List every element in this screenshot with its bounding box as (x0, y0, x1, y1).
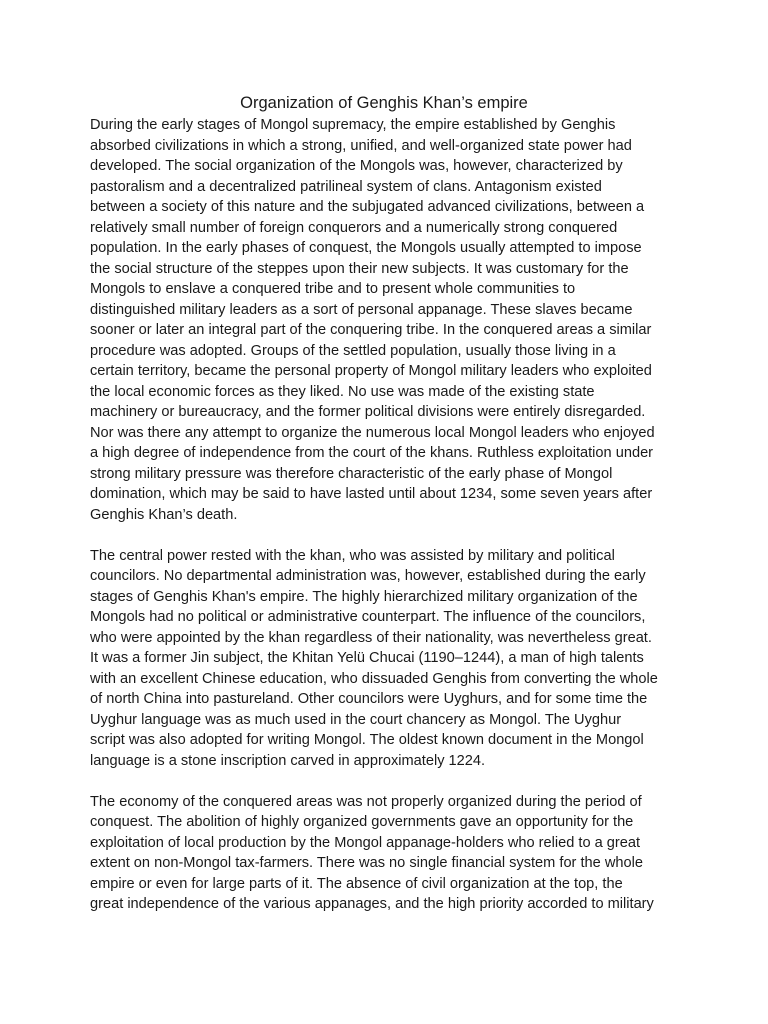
text-line: certain territory, became the personal property of Mongol military leaders who exploited (90, 363, 652, 379)
text-line: developed. The social organization of the Mongols was, however, characterized by (90, 158, 623, 174)
text-line: absorbed civilizations in which a strong, unified, and well-organized state power had (90, 137, 632, 154)
text-line: with an excellent Chinese education, who dissuaded Genghis from converting the whole (90, 670, 658, 687)
paragraph-spacer (90, 771, 690, 792)
text-line: The central power rested with the khan, who was assisted by military and political (90, 547, 615, 564)
text-line: domination, which may be said to have lasted until about 1234, some seven years after (90, 486, 653, 502)
text-line: who were appointed by the khan regardless of their nationality, was nevertheless great. (90, 629, 652, 646)
text-line: language is a stone inscription carved in approximately 1224. (90, 752, 486, 769)
text-line: extent on non-Mongol tax-farmers. There was no single financial system for the whole (90, 855, 643, 871)
document-title: Organization of Genghis Khan’s empire (240, 94, 528, 112)
text-line: empire or even for large parts of it. The absence of civil organization at the top, the (90, 875, 623, 892)
text-line: script was also adopted for writing Mongol. The oldest known document in the Mongol (90, 732, 644, 748)
text-line: procedure was adopted. Groups of the settled population, usually those living in a (90, 342, 616, 359)
paragraph-spacer (90, 525, 690, 546)
text-line: distinguished military leaders as a sort of personal appanage. These slaves became (90, 301, 633, 318)
text-line: During the early stages of Mongol supremacy, the empire established by Genghis (90, 117, 616, 133)
text-line: the social structure of the steppes upon their new subjects. It was customary for the (90, 260, 629, 277)
text-line: Mongols to enslave a conquered tribe and to present whole communities to (90, 281, 576, 297)
text-line: population. In the early phases of conquest, the Mongols usually attempted to impose (90, 240, 642, 256)
text-line: the local economic forces as they liked. No use was made of the existing state (90, 383, 595, 400)
text-line: Uyghur language was as much used in the court chancery as Mongol. The Uyghur (90, 711, 622, 728)
document-body (90, 115, 690, 915)
text-line: machinery or bureaucracy, and the former political divisions were entirely disregarded. (90, 404, 646, 420)
text-line: councilors. No departmental administration was, however, established during the early (90, 568, 646, 584)
paragraph-2 (90, 546, 690, 772)
text-line: It was a former Jin subject, the Khitan Yelü Chucai (1190–1244), a man of high talents (90, 650, 644, 666)
text-line: stages of Genghis Khan's empire. The highly hierarchized military organization of the (90, 588, 638, 605)
text-line: great independence of the various appanages, and the high priority accorded to military (90, 896, 654, 912)
text-line: Nor was there any attempt to organize the numerous local Mongol leaders who enjoyed (90, 424, 655, 441)
text-line: sooner or later an integral part of the conquering tribe. In the conquered areas a similar (90, 322, 652, 338)
text-line: Genghis Khan’s death. (90, 506, 238, 523)
text-line: The economy of the conquered areas was not properly organized during the period of (90, 793, 642, 810)
text-line: of north China into pastureland. Other councilors were Uyghurs, and for some time the (90, 691, 648, 707)
text-line: Mongols had no political or administrative counterpart. The influence of the councilors, (90, 609, 646, 625)
text-line: relatively small number of foreign conquerors and a numerically strong conquered (90, 219, 618, 236)
text-line: between a society of this nature and the subjugated advanced civilizations, between a (90, 199, 645, 215)
text-line: conquest. The abolition of highly organized governments gave an opportunity for the (90, 814, 634, 830)
text-line: exploitation of local production by the Mongol appanage-holders who relied to a great (90, 834, 641, 851)
text-line: strong military pressure was therefore characteristic of the early phase of Mongol (90, 465, 613, 482)
text-line: a high degree of independence from the court of the khans. Ruthless exploitation under (90, 445, 654, 461)
paragraph-1 (90, 115, 690, 525)
text-line: pastoralism and a decentralized patrilineal system of clans. Antagonism existed (90, 178, 602, 195)
paragraph-3 (90, 792, 690, 915)
